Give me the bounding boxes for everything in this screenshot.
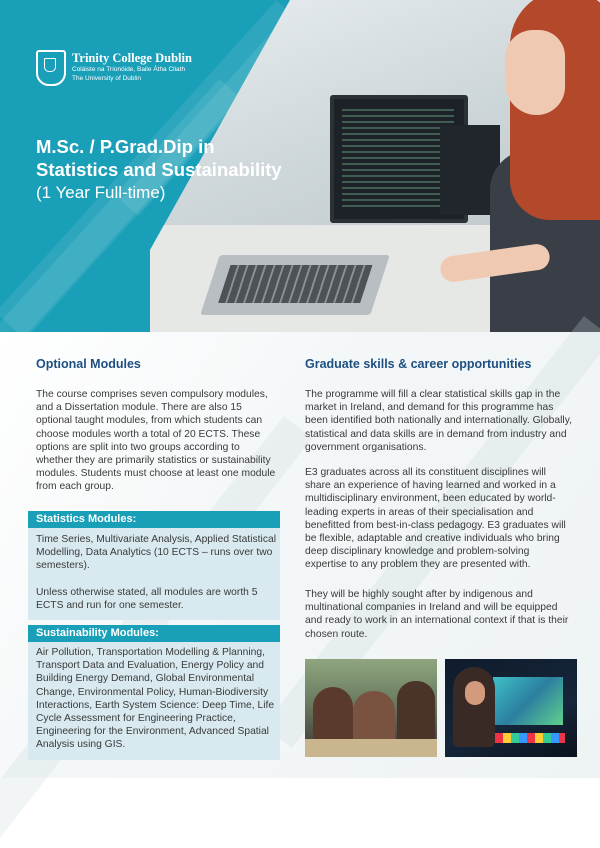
sustainability-modules-panel: [28, 642, 280, 760]
sustainability-modules-list: Air Pollution, Transportation Modelling & Planning, Transport Data and Evaluation, Energy Policy and Building Energy Demand, Global Environmental Change, Environmental Policy, Human-Biodiversity Interactions, Earth System Science: Deep Time, Life Cycle Assessment for Engineering Practice, Engineering for the Environment, Advanced Spatial Analysis using GIS.: [36, 647, 275, 751]
statistics-modules-note: Unless otherwise stated, all modules are worth 5 ECTS and run for one semester.: [36, 587, 258, 612]
students-group-photo: [305, 659, 437, 757]
statistics-modules-heading: Statistics Modules:: [28, 511, 280, 528]
careers-paragraph-3: They will be highly sought after by indigenous and multinational companies in Ireland and will be equipped and ready to work in an international context if that is their chosen route.: [305, 589, 569, 640]
optional-modules-intro: The course comprises seven compulsory modules, and a Dissertation module. There are also 15 optional taught modules, from which students can choose modules worth a total of 20 ECTS. These options are split into two groups according to whether they are primarily statistics or sustainability modules. Students must choose at least one module from each group.: [36, 389, 276, 493]
institution-name: Trinity College Dublin: [72, 51, 192, 65]
careers-paragraph-1: The programme will fill a clear statistical skills gap in the market in Ireland, and demand for this programme has been identified both nationally and internationally. Globally, statistical and data skills are in demand from industry and government organisations.: [305, 389, 572, 453]
institution-subtitle: The University of Dublin: [72, 75, 141, 82]
careers-paragraph-2: E3 graduates across all its constituent disciplines will share an experience of having learned and worked in a multidisciplinary environment, been educated by world-leading experts in areas of their specialisation and benefitted from best-in-class pedagogy. E3 graduates will be flexible, adaptable and creative individuals who bring deep disciplinary knowledge and problem-solving expertise to any problem they are presented with.: [305, 467, 566, 571]
sustainability-modules-heading: Sustainability Modules:: [28, 625, 280, 642]
statistics-modules-panel: [28, 528, 280, 620]
careers-heading: Graduate skills & career opportunities: [305, 357, 532, 371]
page-subtitle: (1 Year Full-time): [36, 183, 166, 202]
tcd-crest-icon: [36, 50, 66, 86]
page-title: [36, 135, 336, 181]
institution-irish-name: Coláiste na Tríonóide, Baile Átha Cliath: [72, 66, 186, 73]
title-line-1: M.Sc. / P.Grad.Dip in: [36, 136, 215, 157]
optional-modules-heading: Optional Modules: [36, 357, 141, 371]
title-line-2: Statistics and Sustainability: [36, 159, 282, 180]
student-screen-photo: [445, 659, 577, 757]
statistics-modules-list: Time Series, Multivariate Analysis, Applied Statistical Modelling, Data Analytics (10 ECTS – runs over two semesters).: [36, 534, 276, 572]
hero-banner: [0, 0, 600, 332]
